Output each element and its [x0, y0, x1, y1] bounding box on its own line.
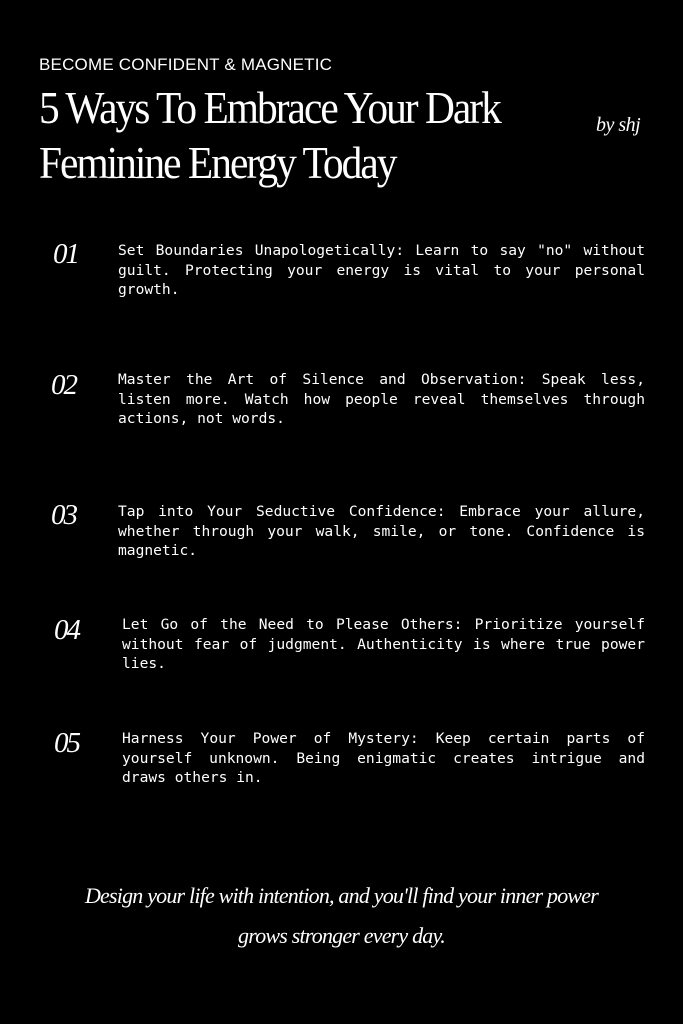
byline: by shj	[596, 114, 641, 136]
item-number: 03	[51, 499, 76, 531]
item-text: Let Go of the Need to Please Others: Prioritize yourself without fear of judgment. Authenticity is where true power lies.	[122, 616, 645, 672]
kicker-text: BECOME CONFIDENT & MAGNETIC	[39, 55, 333, 74]
item-number: 02	[51, 369, 76, 401]
item-text: Tap into Your Seductive Confidence: Embrace your allure, whether through your walk, smile, or tone. Confidence is magnetic.	[118, 503, 645, 559]
item-number: 01	[53, 238, 78, 270]
item-text: Set Boundaries Unapologetically: Learn to say "no" without guilt. Protecting your energy is vital to your personal growth.	[118, 242, 645, 298]
item-text: Harness Your Power of Mystery: Keep certain parts of yourself unknown. Being enigmatic creates intrigue and draws others in.	[122, 730, 645, 786]
closing-quote: Design your life with intention, and you'll find your inner power grows stronger every day.	[84, 883, 599, 948]
page-title: 5 Ways To Embrace Your Dark Feminine Energy Today	[39, 82, 500, 188]
item-number: 04	[54, 614, 79, 646]
item-number: 05	[54, 727, 79, 759]
item-text: Master the Art of Silence and Observation: Speak less, listen more. Watch how people reveal themselves through actions, not words.	[118, 371, 645, 427]
